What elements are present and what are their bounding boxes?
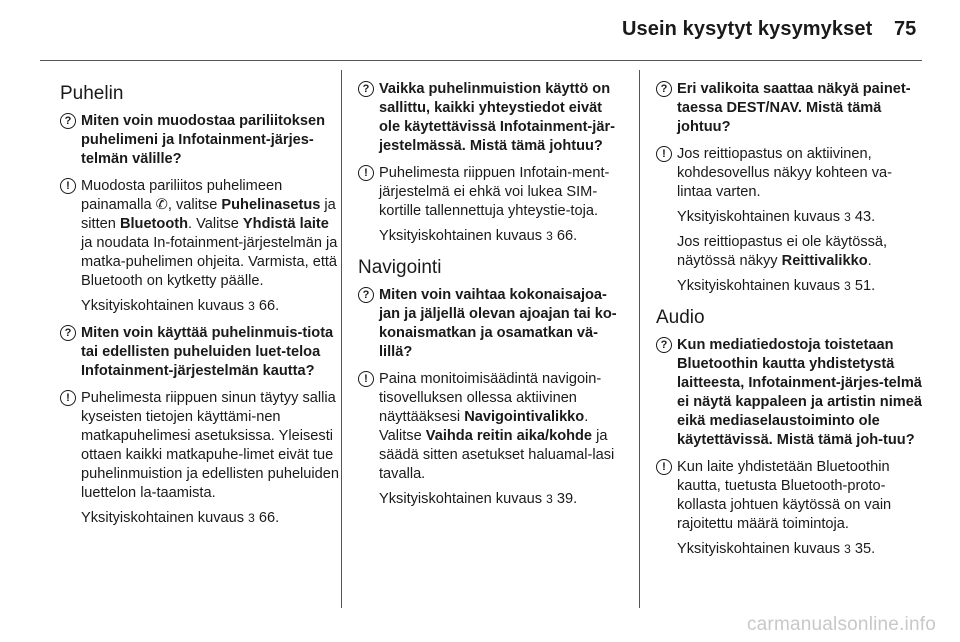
reference-text: Yksityiskohtainen kuvaus 3 66. bbox=[379, 228, 578, 244]
phone-icon: ✆ bbox=[155, 197, 168, 213]
column-3 bbox=[656, 68, 924, 612]
section-title-navigation: Navigointi bbox=[358, 257, 442, 278]
column-divider-2 bbox=[639, 70, 640, 608]
question-text: Kun mediatiedostoja toistetaan Bluetoothin kautta yhdistetystä laitteesta, Infotainment-järjes-telmä ei näytä kappaleen ja artistin nimeä eikä mediaselaustoiminto ole käytettävissä. Mistä tämä joh-tuu? bbox=[677, 337, 922, 448]
question-text: Vaikka puhelinmuistion käyttö on sallittu, kaikki yhteystiedot eivät ole käytettävissä Infotainment-jär-jestelmässä. Mistä tämä johtuu? bbox=[379, 81, 616, 154]
question-text: Miten voin vaihtaa kokonaisajoa-jan ja jäljellä olevan ajoajan tai ko-konaismatkan ja osamatkan vä-lillä? bbox=[379, 287, 617, 360]
header-divider bbox=[40, 60, 922, 61]
question-text: Miten voin käyttää puhelinmuis-tiota tai edellisten puheluiden luet-teloa Infotainment-järjestelmän kautta? bbox=[81, 325, 334, 379]
page-reference-icon: 3 bbox=[248, 299, 255, 313]
answer-block bbox=[60, 389, 340, 528]
reference-text: Yksityiskohtainen kuvaus 3 51. bbox=[677, 278, 876, 294]
answer-text: Puhelimesta riippuen sinun täytyy sallia kyseisten tietojen käyttämi-nen matkapuhelimesi asetuksissa. Yleisesti ottaen kaikki matkapuhe-limet eivät tue puhelinmuistion ja edellisten puheluiden luettelon la-taamista. bbox=[81, 390, 340, 501]
header-title: Usein kysytyt kysymykset bbox=[622, 18, 873, 40]
answer-text: Jos reittiopastus on aktiivinen, kohdesovellus näkyy kohteen va-lintaa varten. bbox=[677, 146, 892, 200]
reference-text: Yksityiskohtainen kuvaus 3 43. bbox=[677, 209, 876, 225]
answer-text: Puhelimesta riippuen Infotain-ment-järjestelmä ei ehkä voi lukea SIM-kortille tallennettuja yhteystie-toja. bbox=[379, 165, 610, 219]
answer-text: Paina monitoimisäädintä navigoin-tisovelluksen ollessa aktiivinen näyttääksesi Navigointivalikko. Valitse Vaihda reitin aika/kohde ja säädä sitten asetukset haluamal-lasi tavalla. bbox=[379, 371, 615, 482]
page-reference-icon: 3 bbox=[546, 229, 553, 243]
page-reference-icon: 3 bbox=[844, 542, 851, 556]
question-block bbox=[358, 286, 626, 362]
question-block bbox=[60, 324, 340, 381]
answer-text: Muodosta pariliitos puhelimeen painamalla ✆, valitse Puhelinasetus ja sitten Bluetooth. Valitse Yhdistä laite ja noudata In-fotainment-järjestelmän ja matka-puhelimen ohjeita. Varmista, että Bluetooth on kytketty päälle. bbox=[81, 178, 338, 289]
answer-text: Kun laite yhdistetään Bluetoothin kautta, tuetusta Bluetooth-proto-kollasta johtuen käytössä on vain rajoitettu määrä toimintoja. bbox=[677, 459, 892, 532]
section-title-phone: Puhelin bbox=[60, 83, 124, 104]
column-divider-1 bbox=[341, 70, 342, 608]
column-2 bbox=[358, 68, 626, 612]
question-block bbox=[656, 336, 924, 450]
answer-block bbox=[60, 177, 340, 316]
reference-text: Yksityiskohtainen kuvaus 3 35. bbox=[677, 541, 876, 557]
reference-text: Yksityiskohtainen kuvaus 3 39. bbox=[379, 491, 578, 507]
reference-text: Yksityiskohtainen kuvaus 3 66. bbox=[81, 510, 280, 526]
question-block bbox=[358, 80, 626, 156]
question-icon: ? bbox=[358, 287, 374, 303]
answer-text: Jos reittiopastus ei ole käytössä, näytössä näkyy Reittivalikko. bbox=[677, 234, 888, 269]
page-reference-icon: 3 bbox=[546, 492, 553, 506]
answer-block bbox=[358, 164, 626, 246]
question-text: Miten voin muodostaa pariliitoksen puhelimeni ja Infotainment-järjes-telmän välille? bbox=[81, 113, 326, 167]
question-icon: ? bbox=[656, 337, 672, 353]
watermark: carmanualsonline.info bbox=[746, 614, 936, 635]
page-reference-icon: 3 bbox=[844, 279, 851, 293]
question-block bbox=[656, 80, 924, 137]
answer-icon: ! bbox=[60, 390, 76, 406]
question-icon: ? bbox=[60, 325, 76, 341]
question-icon: ? bbox=[358, 81, 374, 97]
page-number: 75 bbox=[894, 18, 917, 40]
page-reference-icon: 3 bbox=[844, 210, 851, 224]
question-icon: ? bbox=[60, 113, 76, 129]
answer-block bbox=[358, 370, 626, 509]
page-reference-icon: 3 bbox=[248, 511, 255, 525]
reference-text: Yksityiskohtainen kuvaus 3 66. bbox=[81, 298, 280, 314]
answer-icon: ! bbox=[656, 146, 672, 162]
question-block bbox=[60, 112, 340, 169]
answer-block bbox=[656, 458, 924, 559]
answer-icon: ! bbox=[358, 165, 374, 181]
question-icon: ? bbox=[656, 81, 672, 97]
question-text: Eri valikoita saattaa näkyä painet-taessa DEST/NAV. Mistä tämä johtuu? bbox=[677, 81, 911, 135]
column-1 bbox=[60, 68, 340, 612]
answer-block bbox=[656, 145, 924, 296]
answer-icon: ! bbox=[358, 371, 374, 387]
section-title-audio: Audio bbox=[656, 307, 705, 328]
answer-icon: ! bbox=[60, 178, 76, 194]
answer-icon: ! bbox=[656, 459, 672, 475]
